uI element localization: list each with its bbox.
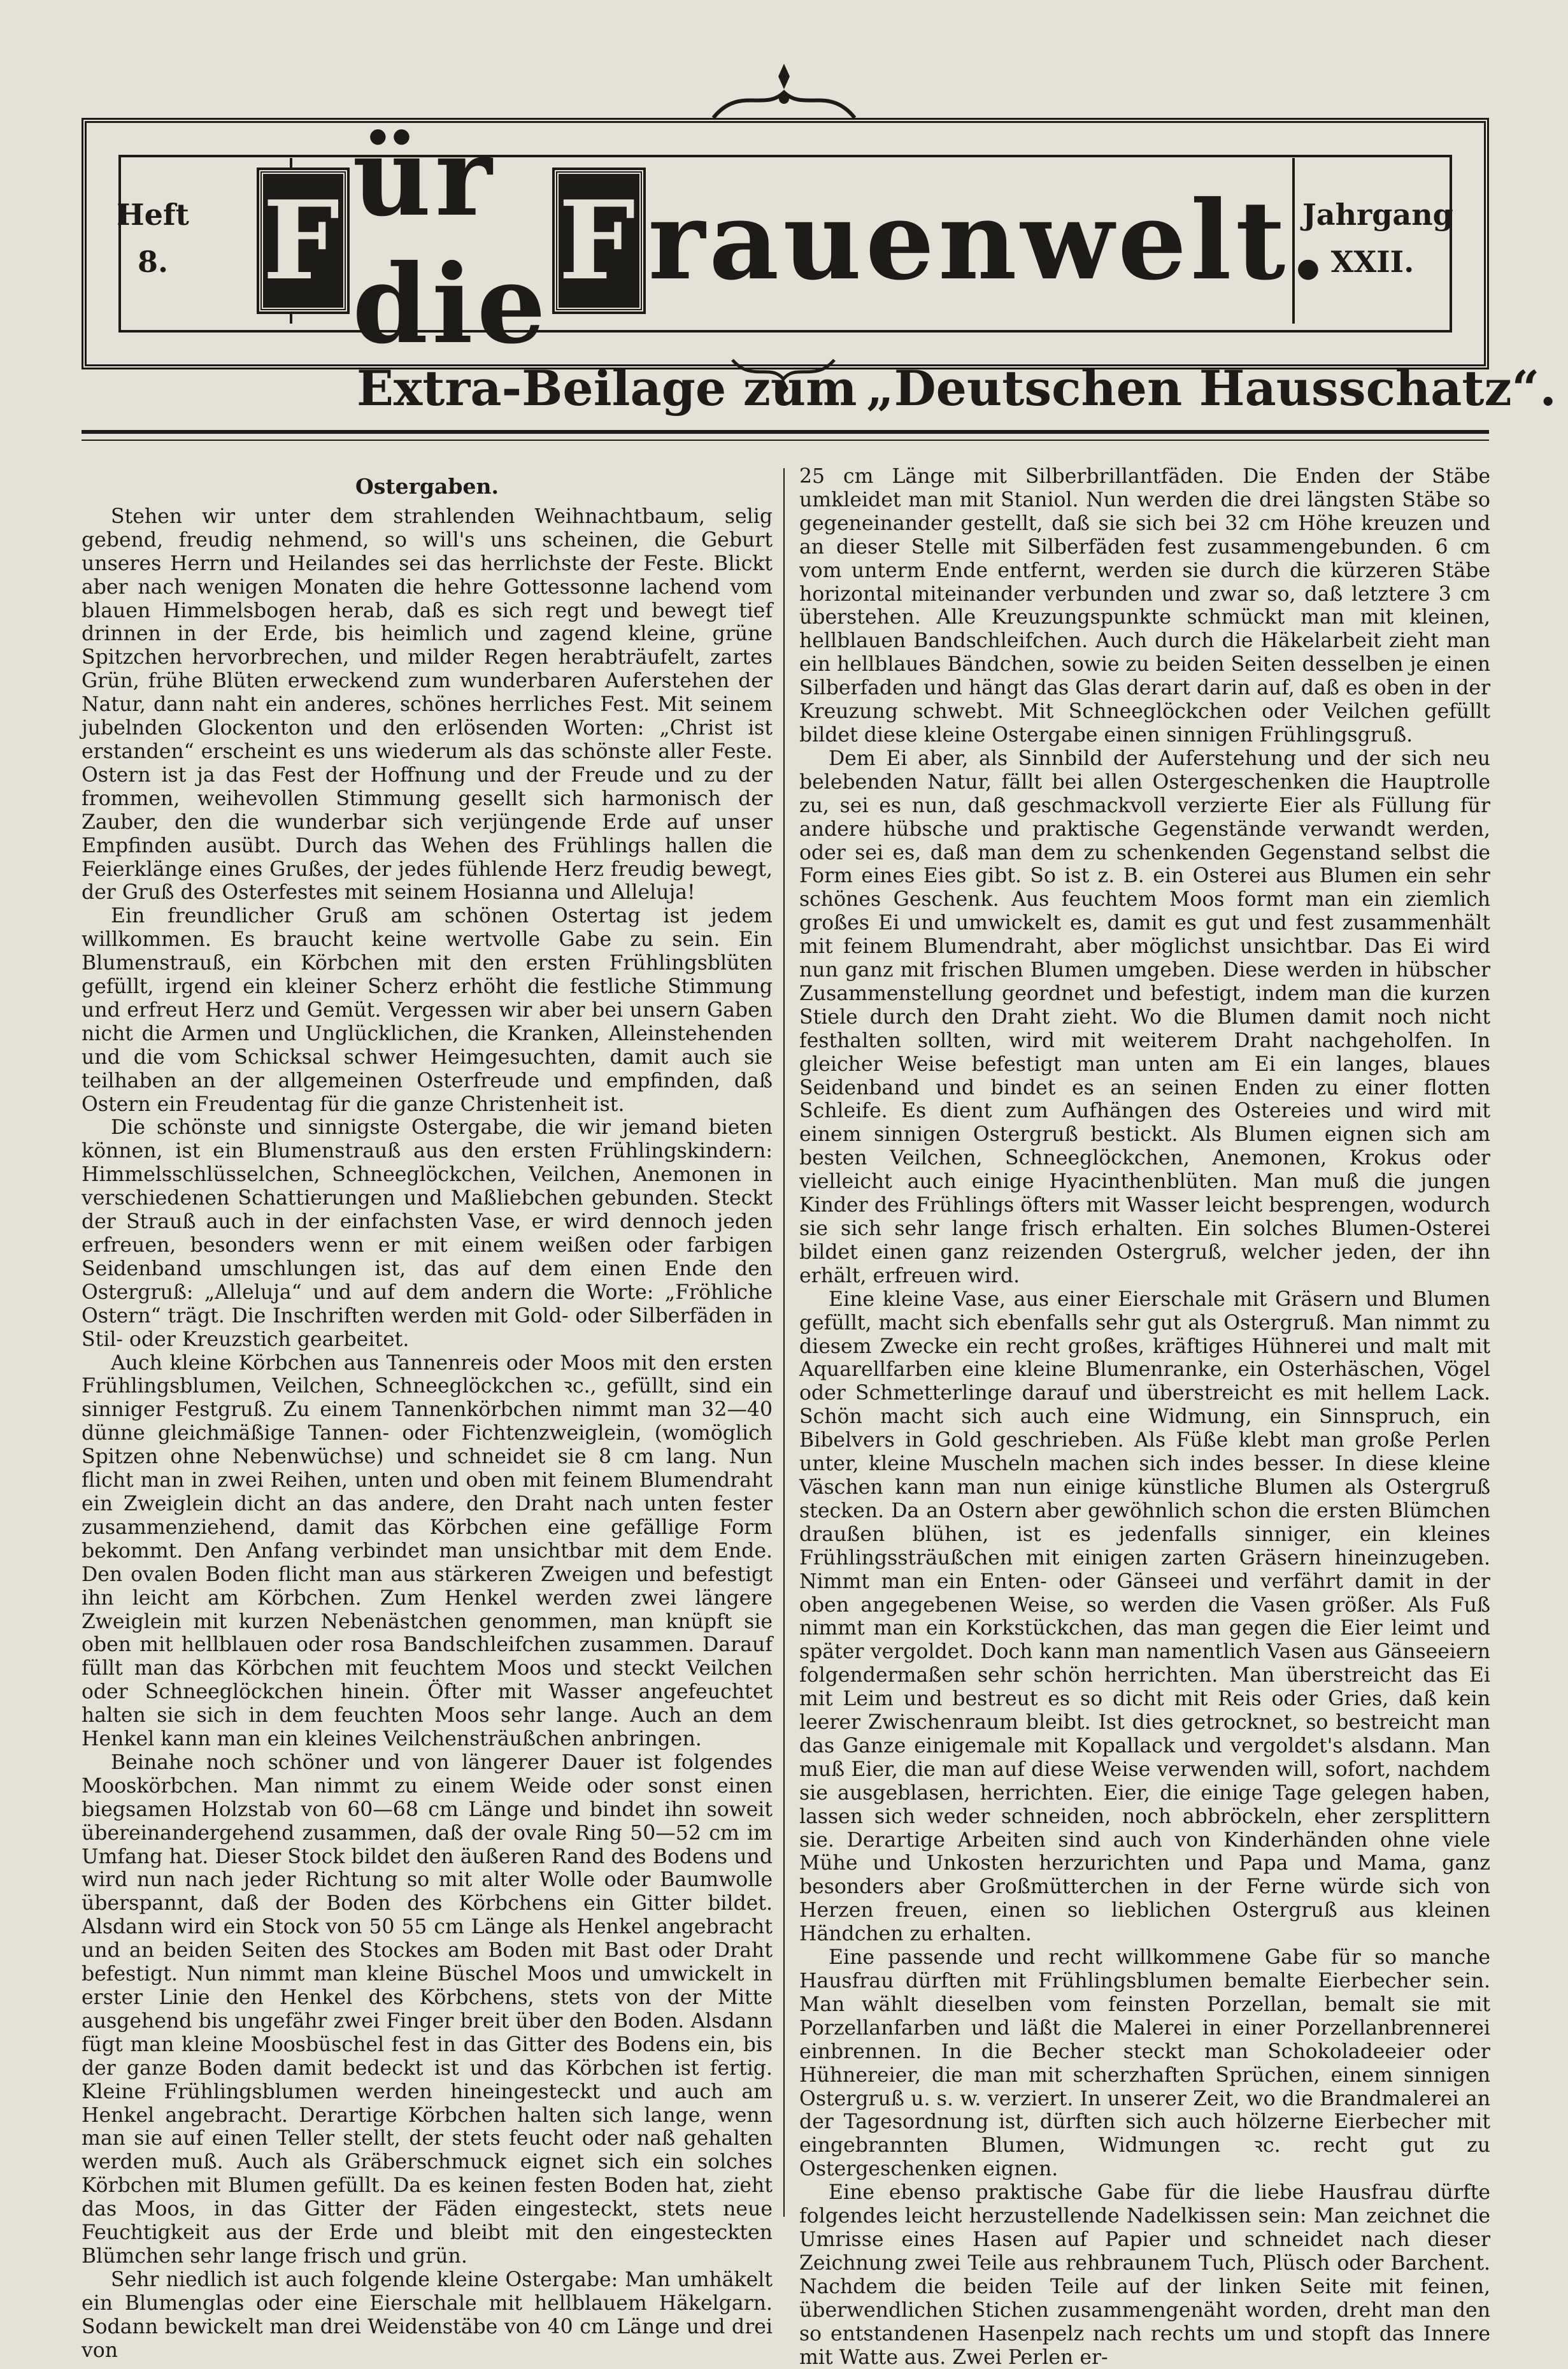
paragraph: Eine kleine Vase, aus einer Eierschale mit Gräsern und Blumen gefüllt, macht sich ebenfalls sehr gut als Ostergruß. Man nimmt zu diesem Zwecke ein recht großes, kräftiges Hühnerei und malt mit Aquarellfarben eine kleine Blumenranke, ein Osterhäschen, Vögel oder Schmetterlinge darauf und überstreicht es mit hellem Lack. Schön macht sich auch eine Widmung, ein Sinnspruch, ein Bibelvers in Gold geschrieben. Als Füße klebt man große Perlen unter, kleine Muscheln machen sich indes besser. In diese kleine Väschen kann man nun einige künstliche Blumen als Ostergruß stecken. Da an Ostern aber gewöhnlich schon die ersten Blümchen draußen blühen, ist es jedenfalls sinniger, ein kleines Frühlingssträußchen mit einigen zarten Gräsern hineinzugeben. Nimmt man ein Enten- oder Gänseei und verfährt damit in der oben angegebenen Weise, so werden die Vasen größer. Als Fuß nimmt man ein Korkstückchen, das man gegen die Eier leimt und später vergoldet. Doch kann man namentlich Vasen aus Gänseeiern folgendermaßen sehr schön herrichten. Man überstreicht das Ei mit Leim und bestreut es so dicht mit Reis oder Gries, daß kein leerer Zwischenraum bleibt. Ist dies getrocknet, so bestreicht man das Ganze einigemale mit Kopallack und vergoldet's alsdann. Man muß Eier, die man auf diese Weise verwenden will, sofort, nachdem sie ausgeblasen, herrichten. Eier, die einige Tage gelegen haben, lassen sich weder schneiden, noch abbröckeln, eher zersplittern sie. Derartige Arbeiten sind auch von Kinderhänden ohne viele Mühe und Unkosten herzurichten und Papa und Mama, ganz besonders aber Großmütterchen in der Ferne würde sich von Herzen freuen, einen so lieblichen Ostergruß aus kleinen Händchen zu erhalten. [799, 1287, 1490, 1946]
paragraph: Eine ebenso praktische Gabe für die liebe Hausfrau dürfte folgendes leicht herzustellende Nadelkissen sein: Man zeichnet die Umrisse eines Hasen auf Papier und schneidet nach dieser Zeichnung zwei Teile aus rehbraunem Tuch, Plüsch oder Barchent. Nachdem die beiden Teile auf der linken Seite mit feinen, überwendlichen Stichen zusammengenäht worden, dreht man den so entstandenen Hasenpelz nach rechts um und stopft das Innere mit Watte aus. Zwei Perlen er- [799, 2181, 1490, 2369]
article-heading: Ostergaben. [355, 474, 499, 499]
left-column [82, 465, 773, 2362]
header-rule-thin [82, 440, 1489, 441]
paragraph: Dem Ei aber, als Sinnbild der Auferstehung und der sich neu belebenden Natur, fällt bei allen Ostergeschenken die Hauptrolle zu, sei es nun, daß geschmackvoll verzierte Eier als Füllung für andere hübsche und praktische Gegenstände verwandt werden, oder sei es, daß man dem zu schenkenden Gegenstand selbst die Form eines Eies gibt. So ist z. B. ein Osterei aus Blumen ein sehr schönes Geschenk. Aus feuchtem Moos formt man ein ziemlich großes Ei und umwickelt es, damit es gut und fest zusammenhält mit feinem Blumendraht, aber möglichst unsichtbar. Das Ei wird nun ganz mit frischen Blumen umgeben. Diese werden in hübscher Zusammenstellung geordnet und befestigt, indem man die kurzen Stiele durch den Draht zieht. Wo die Blumen damit noch nicht festhalten sollten, wird mit weiterem Draht nachgeholfen. In gleicher Weise befestigt man unten am Ei ein langes, blaues Seidenband und bindet es an seinen Enden zu einer flotten Schleife. Es dient zum Aufhängen des Ostereies und wird mit einem sinnigen Ostergruß bestickt. Als Blumen eignen sich am besten Veilchen, Schneeglöckchen, Anemonen, Krokus oder vielleicht auch einige Hyacinthenblüten. Man muß die jungen Kinder des Frühlings öfters mit Wasser leicht besprengen, wodurch sie sich sehr lange frisch erhalten. Ein solches Blumen-Osterei bildet einen ganz reizenden Ostergruß, welcher jeden, der ihn erhält, erfreuen wird. [799, 747, 1490, 1287]
title-part-2: rauenwelt. [648, 177, 1331, 304]
paragraph: Beinahe noch schöner und von längerer Dauer ist folgendes Mooskörbchen. Man nimmt zu einem Weide oder sonst einen biegsamen Holzstab von 60—68 cm Länge und bindet ihn soweit übereinandergehend zusammen, daß der ovale Ring 50—52 cm im Umfang hat. Dieser Stock bildet den äußeren Rand des Bodens und wird nun nach jeder Richtung so mit alter Wolle oder Baumwolle überspannt, daß der Boden des Körbchens ein Gitter bildet. Alsdann wird ein Stock von 50 55 cm Länge als Henkel angebracht und an beiden Seiten des Stockes am Boden mit Bast oder Draht befestigt. Nun nimmt man kleine Büschel Moos und umwickelt in erster Linie den Henkel des Körbchens, stets von der Mitte ausgehend bis ungefähr zwei Finger breit über den Boden. Alsdann fügt man kleine Moosbüschel fest in das Gitter des Bodens ein, bis der ganze Boden damit bedeckt ist und das Körbchen ist fertig. Kleine Frühlingsblumen werden hineingesteckt und auch am Henkel angebracht. Derartige Körbchen halten sich lange, wenn man sie auf einen Teller stellt, der stets feucht oder naß gehalten werden muß. Auch als Gräberschmuck eignet sich ein solches Körbchen mit Blumen gefüllt. Da es keinen festen Boden hat, zieht das Moos, in das Gitter der Fäden eingesteckt, stets neue Feuchtigkeit aus der Erde und bleibt mit den eingesteckten Blümchen sehr lange frisch und grün. [82, 1750, 773, 2268]
title-initial-1: F [259, 170, 348, 311]
paragraph: Auch kleine Körbchen aus Tannenreis oder Moos mit den ersten Frühlingsblumen, Veilchen, Schneeglöckchen ꝛc., gefüllt, sind ein sinniger Festgruß. Zu einem Tannenkörbchen nimmt man 32—40 dünne gleichmäßige Tannen- oder Fichtenzweiglein, (womöglich Spitzen ohne Nebenwüchse) und schneidet sie 8 cm lang. Nun flicht man in zwei Reihen, unten und oben mit feinem Blumendraht ein Zweiglein dicht an das andere, den Draht nach unten fester zusammenziehend, damit das Körbchen eine gefällige Form bekommt. Den Anfang verbindet man unsichtbar mit dem Ende. Den ovalen Boden flicht man aus stärkeren Zweigen und befestigt ihn leicht am Körbchen. Zum Henkel werden zwei längere Zweiglein mit kurzen Nebenästchen genommen, man knüpft sie oben mit hellblauen oder rosa Bandschleifchen zusammen. Darauf füllt man das Körbchen mit feuchtem Moos und steckt Veilchen oder Schneeglöckchen hinein. Öfter mit Wasser angefeuchtet halten sie sich in dem feuchten Moos sehr lange. Auch an dem Henkel kann man ein kleines Veilchensträußchen anbringen. [82, 1351, 773, 1751]
heft-number: 8. [137, 245, 169, 279]
paragraph: Stehen wir unter dem strahlenden Weihnachtbaum, selig gebend, freudig nehmend, so will's uns scheinen, die Geburt unseres Herrn und Heilandes sei das herrlichste der Feste. Blickt aber nach wenigen Monaten die hehre Gottessonne lachend vom blauen Himmelsbogen herab, daß es sich regt und bewegt tief drinnen in der Erde, bis heimlich und zagend kleine, grüne Spitzchen hervorbrechen, und milder Regen herabträufelt, zartes Grün, frühe Blüten erweckend zum wunderbaren Auferstehen der Natur, dann naht ein anderes, schönes herrliches Fest. Mit seinem jubelnden Glockenton und den erlösenden Worten: „Christ ist erstanden“ erscheint es uns wiederum als das schönste aller Feste. Ostern ist ja das Fest der Hoffnung und der Freude und zu der frommen, weihevollen Stimmung gesellt sich harmonisch der Zauber, den die wunderbar sich verjüngende Erde auf unser Empfinden ausübt. Durch das Wehen des Frühlings hallen die Feierklänge eines Grußes, der jedes fühlende Herz freudig bewegt, der Gruß des Osterfestes mit seinem Hosianna und Alleluja! [82, 505, 773, 905]
jahrgang-label [1302, 191, 1453, 285]
paragraph: Die schönste und sinnigste Ostergabe, die wir jemand bieten können, ist ein Blumenstrauß aus den ersten Frühlingskindern: Himmelsschlüsselchen, Schneeglöckchen, Veilchen, Anemonen in verschiedenen Schattierungen und Maßliebchen gebunden. Steckt der Strauß auch in der einfachsten Vase, er wird dennoch jeden erfreuen, besonders wenn er mit einem weißen oder farbigen Seidenband umschlungen ist, das auf dem einen Ende den Ostergruß: „Alleluja“ und auf dem andern die Worte: „Fröhliche Ostern“ trägt. Die Inschriften werden mit Gold- oder Silberfäden in Stil- oder Kreuzstich gearbeitet. [82, 1116, 773, 1351]
title-part-1: ür die [352, 113, 550, 368]
subtitle-right: „Deutschen Hausschatz“. [866, 360, 1557, 417]
heft-label [83, 191, 223, 285]
heft-word: Heft [117, 197, 189, 232]
paragraph-continued: 25 cm Länge mit Silberbrillantfäden. Die Enden der Stäbe umkleidet man mit Staniol. Nun werden die drei längsten Stäbe so gegeneinander gestellt, daß sie sich bei 32 cm Höhe kreuzen und an dieser Stelle mit Silberfäden fest zusammengebunden. 6 cm vom unterm Ende entfernt, werden sie durch die kürzeren Stäbe horizontal miteinander verbunden und zwar so, daß letztere 3 cm überstehen. Alle Kreuzungspunkte schmückt man mit kleinen, hellblauen Bandschleifchen. Auch durch die Häkelarbeit zieht man ein hellblaues Bändchen, sowie zu beiden Seiten desselben je einen Silberfaden und hängt das Glas derart darin auf, daß es oben in der Kreuzung schwebt. Mit Schneeglöckchen oder Veilchen gefüllt bildet diese kleine Ostergabe einen sinnigen Frühlingsgruß. [799, 465, 1490, 747]
paragraph: Eine passende und recht willkommene Gabe für so manche Hausfrau dürften mit Frühlingsblumen bemalte Eierbecher sein. Man wählt dieselben vom feinsten Porzellan, bemalt sie mit Porzellanfarben und läßt die Malerei in einer Porzellanbrennerei einbrennen. In die Becher steckt man Schokoladeeier oder Hühnereier, die man mit scherzhaften Sprüchen, einem sinnigen Ostergruß u. s. w. verziert. In unserer Zeit, wo die Brandmalerei an der Tagesordnung ist, dürften sich auch hölzerne Eierbecher mit eingebrannten Blumen, Widmungen ꝛc. recht gut zu Ostergeschenken eignen. [799, 1946, 1490, 2181]
header-rule-thick [82, 430, 1489, 434]
column-divider [783, 468, 785, 2217]
subtitle-left: Extra-Beilage zum [357, 360, 857, 417]
jahrgang-word: Jahrgang [1302, 197, 1453, 232]
title-initial-2: F [555, 170, 643, 311]
paragraph: Sehr niedlich ist auch folgende kleine Ostergabe: Man umhäkelt ein Blumenglas oder eine Eierschale mit hellblauem Häkelgarn. Sodann bewickelt man drei Weidenstäbe von 40 cm Länge und drei von [82, 2268, 773, 2362]
jahrgang-number: XXII. [1330, 245, 1415, 279]
right-column [799, 465, 1490, 2369]
ornament-top-icon [701, 61, 867, 121]
page-title [262, 113, 1331, 368]
paragraph: Ein freundlicher Gruß am schönen Ostertag ist jedem willkommen. Es braucht keine wertvolle Gabe zu sein. Ein Blumenstrauß, ein Körbchen mit den ersten Frühlingsblüten gefüllt, irgend ein kleiner Scherz erhöht die festliche Stimmung und erfreut Herz und Gemüt. Vergessen wir aber bei unsern Gaben nicht die Armen und Unglücklichen, die Kranken, Alleinstehenden und die vom Schicksal schwer Heimgesuchten, damit auch sie teilhaben an der allgemeinen Osterfreude und empfinden, daß Ostern ein Freudentag für die ganze Christenheit ist. [82, 905, 773, 1116]
